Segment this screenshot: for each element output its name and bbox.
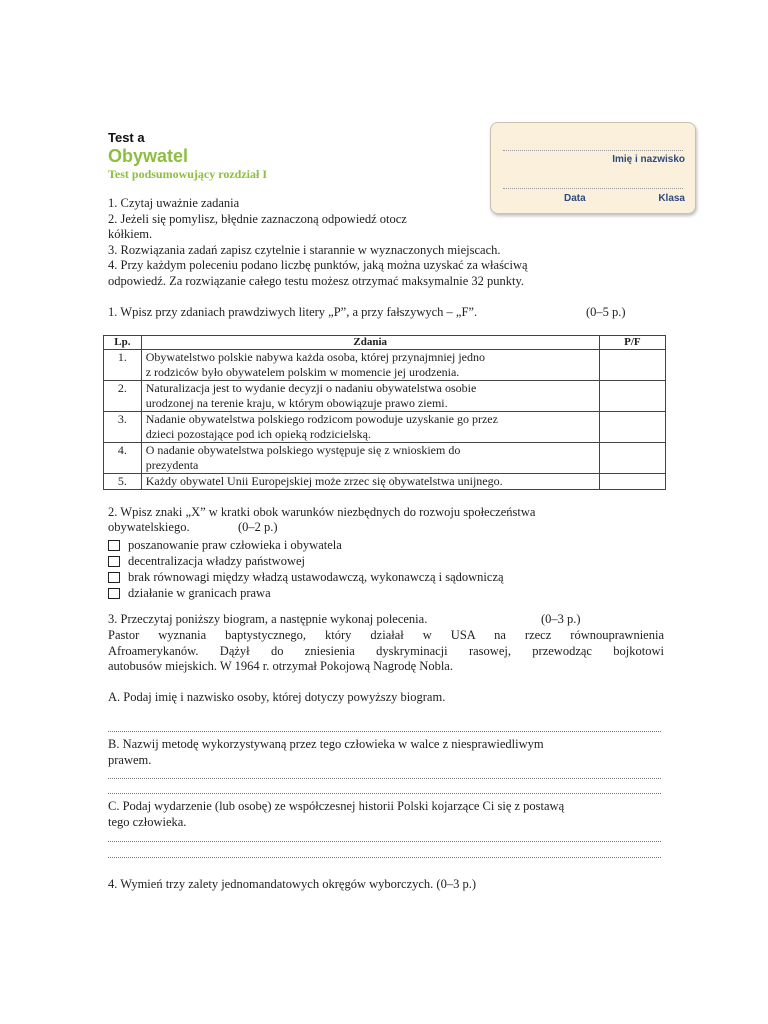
row-number: 1. [104,350,142,381]
table-row [104,474,666,490]
answer-line-c1[interactable] [108,841,661,842]
table-row [104,381,666,412]
checkbox[interactable] [108,540,120,551]
statement-line: Naturalizacja jest to wydanie decyzji o nadaniu obywatelstwa osobie [145,381,477,395]
statement-line: Obywatelstwo polskie nabywa każda osoba, której przynajmniej jedno [145,350,485,364]
answer-line-b1[interactable] [108,778,661,779]
option-label: poszanowanie praw człowieka i obywatela [128,538,342,552]
instruction-line: odpowiedź. Za rozwiązanie całego testu możesz otrzymać maksymalnie 32 punkty. [108,273,525,288]
task3-prompt: 3. Przeczytaj poniższy biogram, a następnie wykonaj polecenia. [108,612,428,626]
question-c: C. Podaj wydarzenie (lub osobę) ze współczesnej historii Polski kojarzące Ci się z postawą [108,799,565,813]
date-class-dotted-line [503,188,683,189]
statement-cell [141,350,599,381]
answer-line-a[interactable] [108,731,661,732]
task1-prompt: 1. Wpisz przy zdaniach prawdziwych litery „P”, a przy fałszywych – „F”. [108,305,478,319]
checkbox[interactable] [108,556,120,567]
answer-cell[interactable] [599,443,665,474]
task3-points: (0–3 p.) [541,612,581,626]
question-a: A. Podaj imię i nazwisko osoby, której dotyczy powyższy biogram. [108,690,446,704]
question-b: B. Nazwij metodę wykorzystywaną przez tego człowieka w walce z niesprawiedliwym [108,737,544,751]
date-label: Data [564,193,586,204]
answer-cell[interactable] [599,412,665,443]
test-title: Obywatel [108,146,189,166]
checkbox[interactable] [108,572,120,583]
instruction-line: 4. Przy każdym poleceniu podano liczbę punktów, jaką można uzyskać za właściwą [108,258,528,272]
row-number: 2. [104,381,142,412]
option-row [108,553,504,569]
instruction-line: 3. Rozwiązania zadań zapisz czytelnie i starannie w wyznaczonych miejscach. [108,242,501,257]
question-c-cont: tego człowieka. [108,815,187,829]
task2-points: (0–2 p.) [238,520,278,534]
table-row [104,412,666,443]
biogram [108,628,664,675]
instruction-line: 2. Jeżeli się pomylisz, błędnie zaznaczoną odpowiedź otocz [108,211,407,226]
option-row [108,585,504,601]
option-label: brak równowagi między władzą ustawodawczą, wykonawczą i sądowniczą [128,570,504,584]
row-number: 5. [104,474,142,490]
test-subtitle: Test podsumowujący rozdział I [108,167,268,181]
checkbox[interactable] [108,588,120,599]
test-variant-label: Test a [108,130,145,145]
table-row [104,350,666,381]
class-label: Klasa [658,193,685,204]
statement-line: Każdy obywatel Unii Europejskiej może zrzec się obywatelstwa unijnego. [145,474,503,488]
task2-prompt-cont: obywatelskiego. [108,520,190,534]
row-number: 3. [104,412,142,443]
biogram-line: Afroamerykanów. Dążył do zniesienia dyskryminacji rasowej, przewodząc bojkotowi [108,643,664,658]
statement-cell [141,381,599,412]
name-dotted-line [503,150,683,151]
statement-cell [141,412,599,443]
statement-line: urodzonej na terenie kraju, w którym obowiązuje prawo ziemi. [145,396,448,410]
option-label: działanie w granicach prawa [128,586,271,600]
question-b-cont: prawem. [108,753,152,767]
instruction-line: 1. Czytaj uważnie zadania [108,196,240,210]
statement-line: Nadanie obywatelstwa polskiego rodzicom powoduje uzyskanie go przez [145,412,498,426]
biogram-line: autobusów miejskich. W 1964 r. otrzymał Pokojową Nagrodę Nobla. [108,659,453,673]
name-label: Imię i nazwisko [612,154,685,165]
answer-cell[interactable] [599,474,665,490]
col-header-zdania: Zdania [141,336,599,350]
option-label: decentralizacja władzy państwowej [128,554,305,568]
statement-line: prezydenta [145,458,199,472]
answer-cell[interactable] [599,350,665,381]
statement-line: z rodziców było obywatelem polskim w momencie jej urodzenia. [145,365,460,379]
task1-points: (0–5 p.) [586,305,626,319]
row-number: 4. [104,443,142,474]
table-header-row [104,336,666,350]
statement-line: O nadanie obywatelstwa polskiego występuje się z wnioskiem do [145,443,461,457]
true-false-table [103,335,666,490]
task4-prompt: 4. Wymień trzy zalety jednomandatowych okręgów wyborczych. (0–3 p.) [108,877,476,891]
col-header-pf: P/F [599,336,665,350]
answer-line-b2[interactable] [108,793,661,794]
col-header-lp: Lp. [104,336,142,350]
task2-options [108,537,504,601]
answer-line-c2[interactable] [108,857,661,858]
instruction-line: kółkiem. [108,227,153,241]
statement-line: dzieci pozostające pod ich opieką rodzicielską. [145,427,371,441]
biogram-line: Pastor wyznania baptystycznego, który działał w USA na rzecz równouprawnienia [108,628,664,642]
option-row [108,569,504,585]
statement-cell [141,443,599,474]
table-row [104,443,666,474]
answer-cell[interactable] [599,381,665,412]
task2-prompt: 2. Wpisz znaki „X” w kratki obok warunków niezbędnych do rozwoju społeczeństwa [108,505,536,519]
statement-cell [141,474,599,490]
option-row [108,537,504,553]
instructions [108,196,638,289]
